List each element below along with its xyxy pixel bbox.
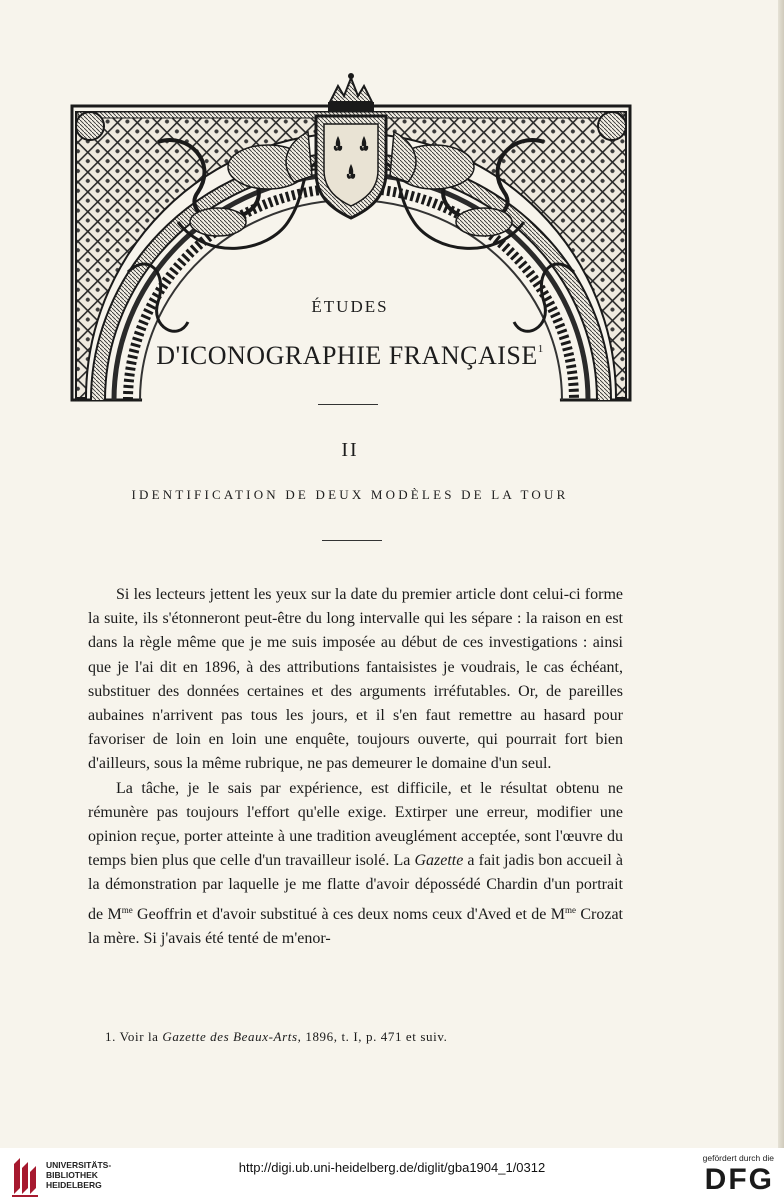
divider-top — [318, 404, 378, 405]
chapter-subtitle: IDENTIFICATION DE DEUX MODÈLES DE LA TOUR — [131, 487, 569, 502]
paragraph-1: Si les lecteurs jettent les yeux sur la date du premier article dont celui-ci forme la suite, ils s'étonneront peut-être du long intervalle qui les sépare : la raison en est dans la règle même que je me suis imposée au début de ces investigations : ainsi que je l'ai dit en 1896, à des attributions fantaisistes je voudrais, le cas échéant, substituer des données certaines et des arguments irréfutables. Or, de pareilles aubaines n'arrivent pas tous les jours, et il s'en faut remettre au hasard pour favoriser de loin en loin une enquête, toujours ouverte, qui pourrait fort bien d'ailleurs, sous la même rubrique, ne pas demeurer le domaine d'un seul. — [88, 586, 623, 773]
library-line: BIBLIOTHEK — [46, 1170, 98, 1180]
corner-rosette-right — [598, 112, 626, 140]
superscript-mme: me — [121, 904, 133, 915]
permalink-url[interactable]: http://digi.ub.uni-heidelberg.de/diglit/gba1904_1/0312 — [238, 1160, 546, 1175]
footnote — [105, 1029, 625, 1045]
library-line: UNIVERSITÄTS- — [46, 1160, 112, 1170]
corner-rosette-left — [76, 112, 104, 140]
engraver-mark: ····· — [72, 399, 81, 402]
footnote-journal: Gazette des Beaux-Arts — [162, 1029, 298, 1044]
page-title — [0, 341, 700, 371]
paragraph-2-part: La tâche, je le sais par expérience, est difficile, et le résultat obtenu ne rémunère pas toujours l'effort qu'elle exige. Extirper une erreur, modifier une opinion reçue, porter atteinte à une tradition aveuglément acceptée, sont l'œuvre du temps bien plus que celle d'un travailleur isolé. La — [88, 779, 623, 870]
chapter-numeral: II — [341, 439, 359, 461]
crown-icon — [328, 73, 374, 112]
journal-title: Gazette — [414, 852, 464, 870]
page-title-text: D'ICONOGRAPHIE FRANÇAISE — [156, 341, 538, 370]
funded-by-label: gefördert durch die — [702, 1153, 774, 1163]
viewer-footer — [0, 1148, 784, 1204]
footnote-text: , 1896, t. I, p. 471 et suiv. — [297, 1029, 448, 1044]
body-text — [88, 583, 623, 951]
page-edge — [778, 0, 784, 1148]
superscript-mme: me — [565, 904, 576, 915]
heading-etudes: ÉTUDES — [311, 297, 389, 316]
footnote-number: 1. — [105, 1029, 116, 1044]
footnote-text: Voir la — [115, 1029, 163, 1044]
paragraph-2-part: a fait jadis bon accueil à la démonstration par laquelle je me flatte d'avoir dépossédé Chardin d'un portrait de M — [88, 852, 624, 923]
dfg-logo[interactable]: DFG — [704, 1163, 774, 1196]
paragraph-2-part: Crozat la mère. Si j'avais été tenté de m'enor- — [88, 905, 624, 947]
title-footnote-ref: 1 — [537, 343, 544, 355]
paragraph-2 — [88, 777, 623, 951]
paragraph-2-part: Geoffrin et d'avoir substitué à ces deux noms ceux d'Aved et de M — [132, 905, 565, 923]
divider-bottom — [322, 540, 382, 541]
library-line: HEIDELBERG — [46, 1180, 102, 1190]
